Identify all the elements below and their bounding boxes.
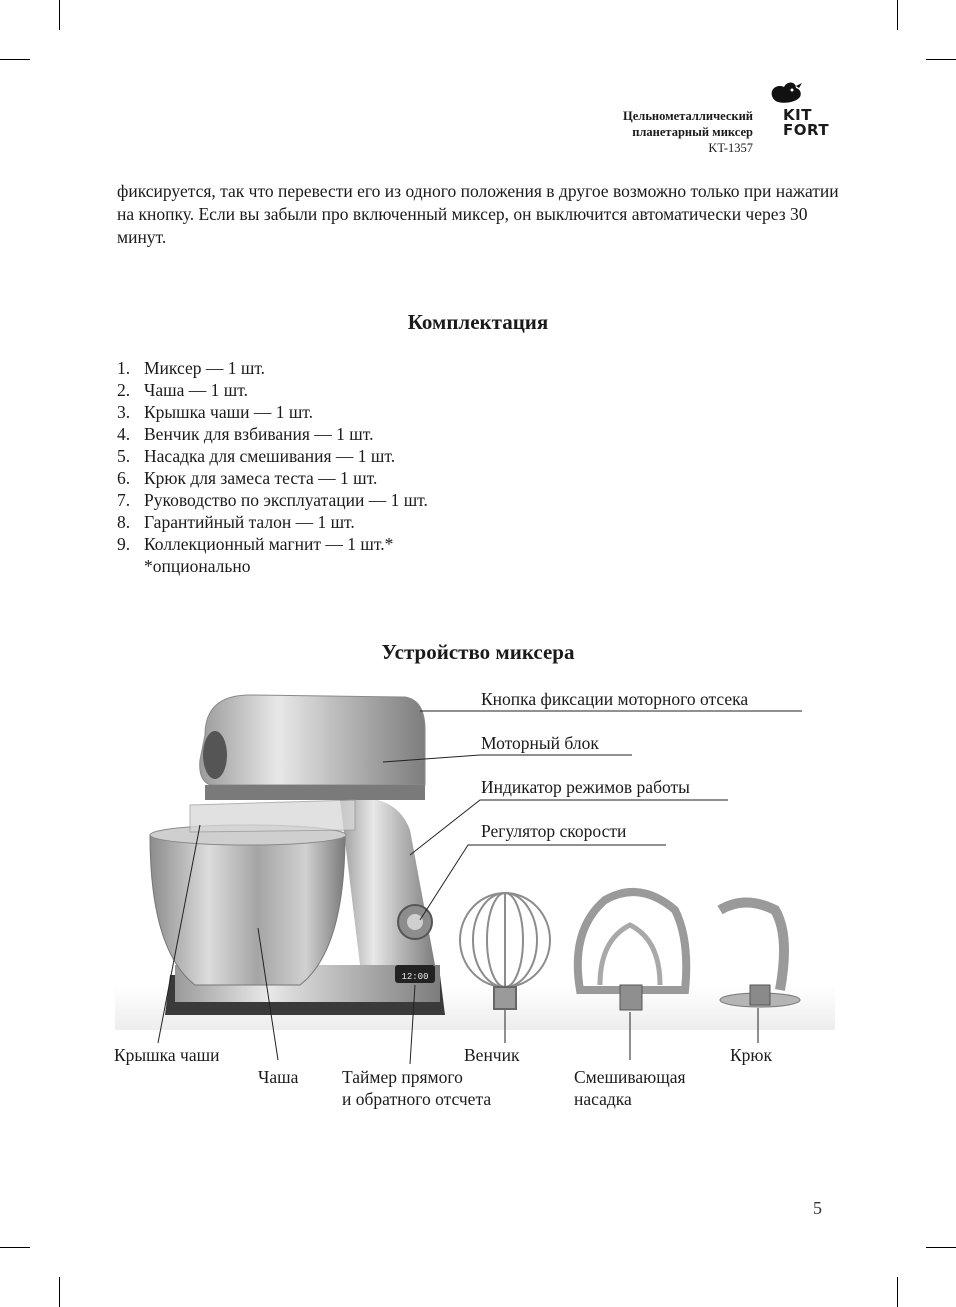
list-item-text: Чаша — 1 шт. [144,380,248,400]
label-timer-line2: и обратного отсчета [342,1089,492,1109]
list-item-text: Миксер — 1 шт. [144,358,266,378]
brand-logo-line2: FORT [783,121,830,139]
list-item-number: 7. [117,490,131,510]
label-mixer-line2: насадка [574,1089,632,1109]
list-item-text: Крюк для замеса теста — 1 шт. [144,468,378,488]
list-item-text: Венчик для взбивания — 1 шт. [144,424,374,444]
list-item-number: 1. [117,358,131,378]
header-product-line1: Цельнометаллический [623,109,753,123]
timer-display-value: 12:00 [401,972,429,982]
label-timer-line1: Таймер прямого [342,1067,463,1087]
list-item-number: 2. [117,380,131,400]
brand-logo-line1: KIT [783,106,812,124]
list-item-text: Крышка чаши — 1 шт. [144,402,314,422]
device-title: Устройство миксера [381,640,575,664]
list-item-number: 5. [117,446,131,466]
label-lock-button: Кнопка фиксации моторного отсека [481,689,749,709]
list-item-number: 4. [117,424,131,444]
list-item-number: 9. [117,534,131,554]
list-item-text: Насадка для смешивания — 1 шт. [144,446,396,466]
label-bowl-lid: Крышка чаши [114,1045,220,1065]
label-whisk: Венчик [464,1045,520,1065]
label-hook: Крюк [730,1045,772,1065]
list-item-number: 8. [117,512,131,532]
list-item-number: 3. [117,402,131,422]
header-model: KT-1357 [708,141,753,155]
optional-note: *опционально [144,556,251,576]
label-mixer-line1: Смешивающая [574,1067,686,1087]
label-mode-indicator: Индикатор режимов работы [481,777,690,797]
list-item-text: Гарантийный талон — 1 шт. [144,512,355,532]
list-item-number: 6. [117,468,131,488]
label-speed-regulator: Регулятор скорости [481,821,627,841]
label-bowl: Чаша [258,1067,299,1087]
intro-paragraph: фиксируется, так что перевести его из одного положения в другое возможно только при нажатии на кнопку. Если вы забыли про включенный миксер, он выключится автоматически через 30 минут. [117,181,839,247]
list-item-text: Коллекционный магнит — 1 шт.* [144,534,394,554]
list-item-text: Руководство по эксплуатации — 1 шт. [144,490,428,510]
callout-line-speed [420,845,666,920]
beater-illustration [578,892,686,1010]
contents-title: Комплектация [407,310,549,334]
header-product-line2: планетарный миксер [632,125,753,139]
page-number: 5 [813,1198,822,1218]
label-motor-unit: Моторный блок [481,733,599,753]
